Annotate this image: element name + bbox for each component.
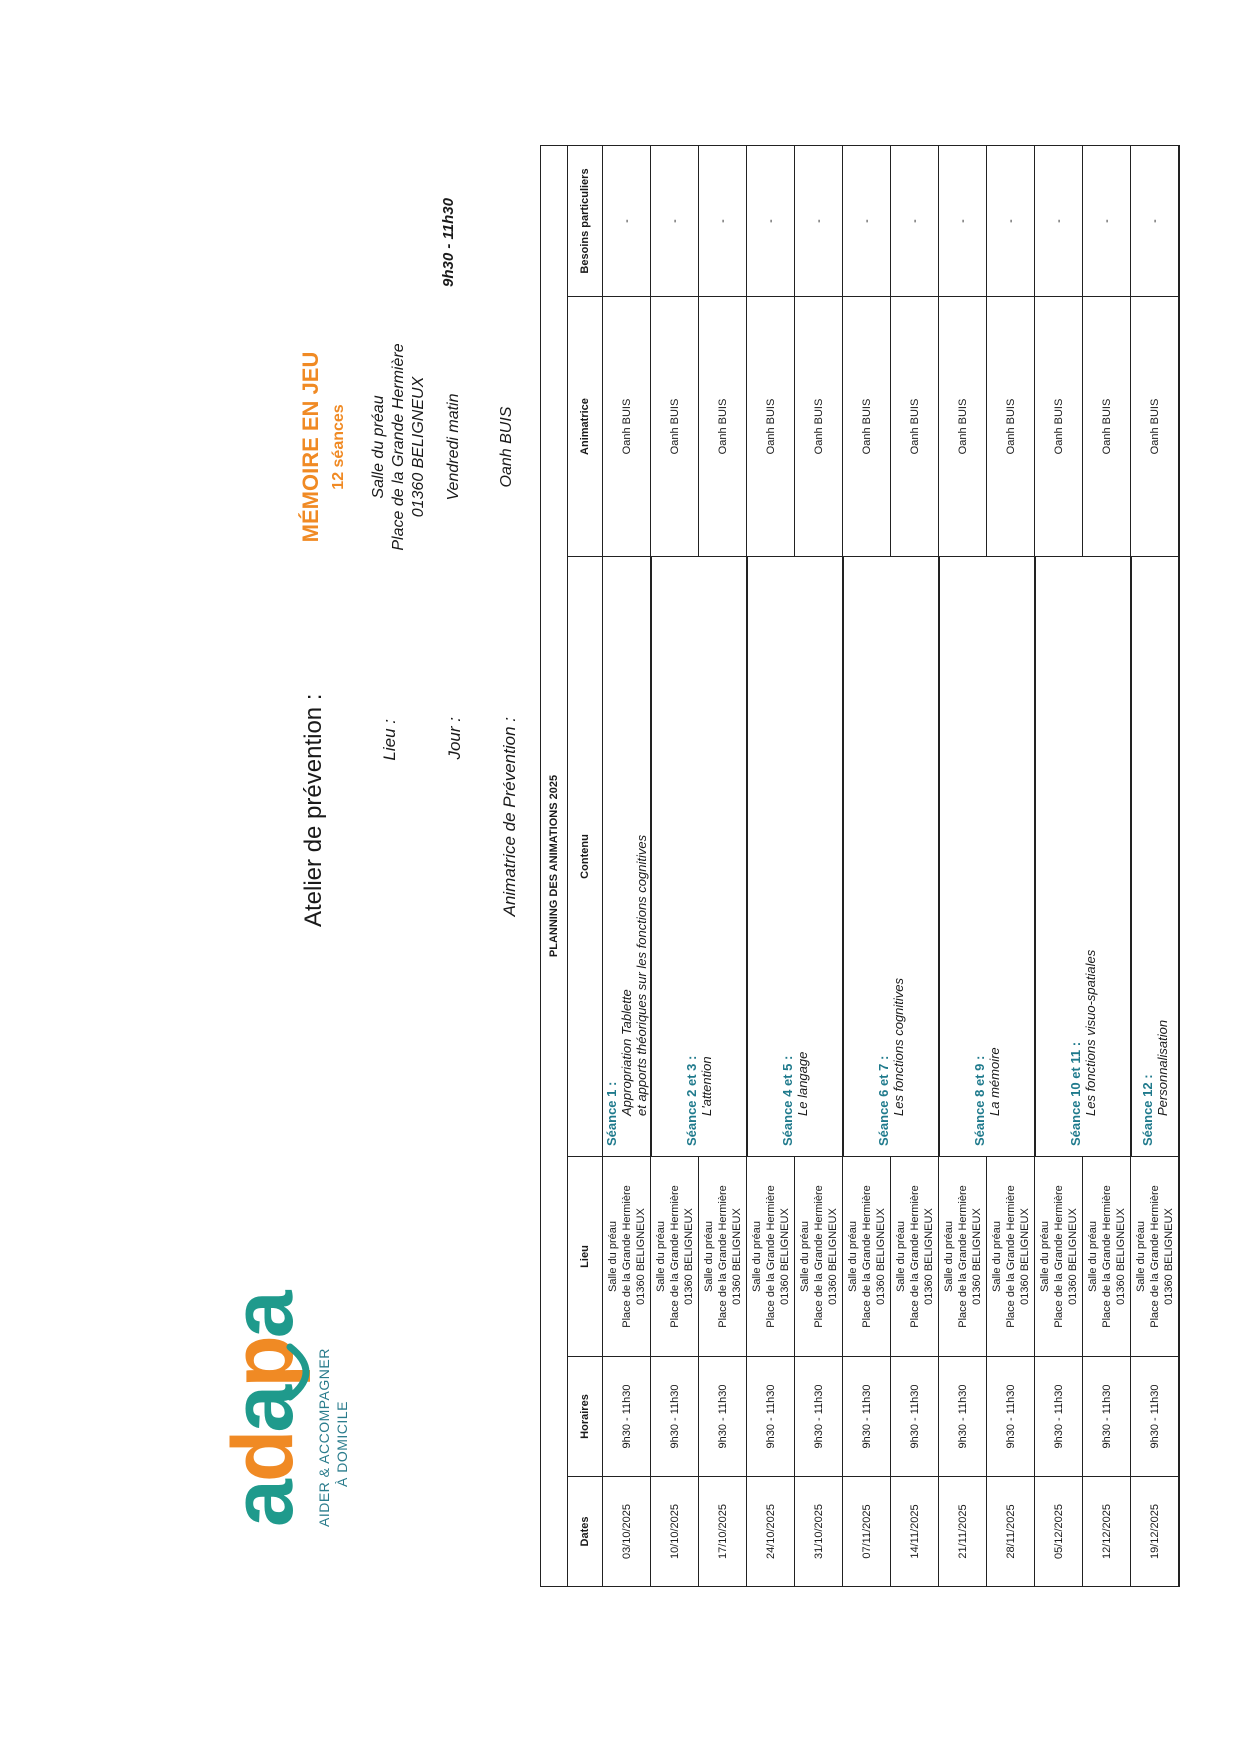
cell-lieu-line-3: 01360 BELIGNEUX (826, 1208, 839, 1305)
cell-horaire: 9h30 - 11h30 (1035, 1356, 1082, 1476)
planning-table (540, 145, 1180, 1587)
cell-horaire: 9h30 - 11h30 (651, 1356, 698, 1476)
cell-lieu-line-2: Place de la Grande Hermière (812, 1185, 825, 1328)
cell-lieu (1035, 1156, 1082, 1356)
cell-besoins: - (764, 219, 777, 223)
cell-besoins: - (620, 219, 633, 223)
cell-date: 14/11/2025 (891, 1476, 938, 1586)
cell-horaire: 9h30 - 11h30 (1083, 1356, 1130, 1476)
cell-animatrice: Oanh BUIS (747, 296, 794, 556)
cell-lieu-line-2: Place de la Grande Hermière (956, 1185, 969, 1328)
cell-lieu (603, 1156, 650, 1356)
lieu-line-3: 01360 BELIGNEUX (410, 376, 427, 518)
cell-lieu (1083, 1156, 1130, 1356)
cell-lieu-line-2: Place de la Grande Hermière (668, 1185, 681, 1328)
animatrice-label: Animatrice de Prévention : (500, 717, 519, 917)
cell-lieu-line-1: Salle du préau (846, 1221, 859, 1292)
cell-date: 07/11/2025 (843, 1476, 890, 1586)
cell-besoins: - (860, 219, 873, 223)
cell-lieu-line-1: Salle du préau (990, 1221, 1003, 1292)
table-header-row (568, 146, 603, 1586)
col-header-animatrice: Animatrice (568, 296, 602, 556)
cell-lieu (747, 1156, 794, 1356)
cell-animatrice: Oanh BUIS (603, 296, 650, 556)
logo-tagline-1: AIDER & ACCOMPAGNER (316, 1348, 332, 1527)
cell-besoins: - (1004, 219, 1017, 223)
cell-besoins: - (668, 219, 681, 223)
cell-animatrice: Oanh BUIS (1083, 296, 1130, 556)
cell-lieu (843, 1156, 890, 1356)
cell-lieu (699, 1156, 746, 1356)
cell-lieu-line-3: 01360 BELIGNEUX (634, 1208, 647, 1305)
cell-lieu-line-3: 01360 BELIGNEUX (730, 1208, 743, 1305)
cell-animatrice: Oanh BUIS (795, 296, 842, 556)
cell-animatrice: Oanh BUIS (651, 296, 698, 556)
atelier-sessions: 12 séances (330, 404, 347, 490)
cell-besoins: - (812, 219, 825, 223)
cell-animatrice: Oanh BUIS (1131, 296, 1178, 556)
cell-lieu-line-3: 01360 BELIGNEUX (682, 1208, 695, 1305)
cell-lieu-line-1: Salle du préau (654, 1221, 667, 1292)
cell-lieu-line-3: 01360 BELIGNEUX (874, 1208, 887, 1305)
cell-lieu-line-2: Place de la Grande Hermière (860, 1185, 873, 1328)
seance-line-2: et apports théoriques sur les fonctions cognitives (634, 834, 649, 1116)
jour-value: Vendredi matin (445, 393, 462, 501)
cell-besoins: - (1052, 219, 1065, 223)
col-header-besoins: Besoins particuliers (579, 168, 591, 274)
cell-horaire: 9h30 - 11h30 (699, 1356, 746, 1476)
cell-lieu-line-1: Salle du préau (894, 1221, 907, 1292)
cell-lieu-line-2: Place de la Grande Hermière (620, 1185, 633, 1328)
cell-date: 05/12/2025 (1035, 1476, 1082, 1586)
cell-animatrice: Oanh BUIS (891, 296, 938, 556)
cell-horaire: 9h30 - 11h30 (747, 1356, 794, 1476)
seance-line-1: La mémoire (987, 1047, 1002, 1116)
cell-contenu (747, 556, 842, 1156)
cell-besoins: - (908, 219, 921, 223)
col-header-lieu: Lieu (568, 1156, 602, 1356)
cell-lieu-line-1: Salle du préau (1038, 1221, 1051, 1292)
cell-animatrice: Oanh BUIS (1035, 296, 1082, 556)
cell-besoins: - (716, 219, 729, 223)
cell-besoins: - (1100, 219, 1113, 223)
seance-line-1: Les fonctions cognitives (891, 977, 906, 1116)
cell-animatrice: Oanh BUIS (987, 296, 1034, 556)
atelier-name: MÉMOIRE EN JEU (298, 351, 323, 543)
cell-horaire: 9h30 - 11h30 (795, 1356, 842, 1476)
cell-lieu-line-2: Place de la Grande Hermière (1148, 1185, 1161, 1328)
cell-lieu-line-1: Salle du préau (1086, 1221, 1099, 1292)
cell-horaire: 9h30 - 11h30 (987, 1356, 1034, 1476)
cell-date: 03/10/2025 (603, 1476, 650, 1586)
cell-lieu-line-1: Salle du préau (1134, 1221, 1147, 1292)
seance-line-1: Appropriation Tablette (619, 989, 634, 1116)
cell-animatrice: Oanh BUIS (939, 296, 986, 556)
cell-lieu-line-2: Place de la Grande Hermière (908, 1185, 921, 1328)
cell-lieu (987, 1156, 1034, 1356)
cell-date: 19/12/2025 (1131, 1476, 1178, 1586)
cell-date: 17/10/2025 (699, 1476, 746, 1586)
cell-horaire: 9h30 - 11h30 (1131, 1356, 1178, 1476)
seance-title: Séance 10 et 11 : (1068, 1041, 1083, 1146)
cell-lieu-line-1: Salle du préau (702, 1221, 715, 1292)
seance-title: Séance 12 : (1140, 1074, 1155, 1146)
cell-horaire: 9h30 - 11h30 (891, 1356, 938, 1476)
col-header-contenu: Contenu (568, 556, 602, 1156)
jour-label: Jour : (445, 717, 464, 760)
seance-title: Séance 4 et 5 : (780, 1055, 795, 1146)
cell-date: 24/10/2025 (747, 1476, 794, 1586)
cell-lieu-line-2: Place de la Grande Hermière (716, 1185, 729, 1328)
document-page (100, 57, 1175, 1617)
cell-lieu-line-3: 01360 BELIGNEUX (1114, 1208, 1127, 1305)
atelier-label: Atelier de prévention : (300, 693, 327, 927)
logo-wordmark: adapa (215, 1293, 311, 1527)
cell-lieu-line-1: Salle du préau (798, 1221, 811, 1292)
cell-besoins: - (1148, 219, 1161, 223)
cell-contenu (939, 556, 1034, 1156)
animatrice-value: Oanh BUIS (498, 406, 515, 488)
cell-lieu-line-2: Place de la Grande Hermière (1004, 1185, 1017, 1328)
cell-contenu (603, 556, 650, 1156)
seance-line-1: Le langage (795, 1051, 810, 1116)
cell-lieu (651, 1156, 698, 1356)
cell-contenu (1131, 556, 1178, 1156)
col-header-dates: Dates (568, 1476, 602, 1586)
cell-date: 10/10/2025 (651, 1476, 698, 1586)
cell-lieu-line-1: Salle du préau (750, 1221, 763, 1292)
cell-lieu (939, 1156, 986, 1356)
seance-title: Séance 1 : (604, 1081, 619, 1146)
logo-tagline-2: À DOMICILE (334, 1401, 350, 1487)
cell-lieu (795, 1156, 842, 1356)
cell-contenu (651, 556, 746, 1156)
cell-lieu-line-3: 01360 BELIGNEUX (1162, 1208, 1175, 1305)
seance-line-1: Personnalisation (1155, 1019, 1170, 1116)
seance-line-1: Les fonctions visuo-spatiales (1083, 949, 1098, 1116)
cell-animatrice: Oanh BUIS (843, 296, 890, 556)
header-info (100, 57, 519, 1617)
cell-animatrice: Oanh BUIS (699, 296, 746, 556)
cell-besoins: - (956, 219, 969, 223)
cell-horaire: 9h30 - 11h30 (939, 1356, 986, 1476)
cell-lieu-line-3: 01360 BELIGNEUX (1018, 1208, 1031, 1305)
horaire-value: 9h30 - 11h30 (440, 198, 457, 287)
cell-lieu-line-3: 01360 BELIGNEUX (922, 1208, 935, 1305)
cell-lieu-line-3: 01360 BELIGNEUX (1066, 1208, 1079, 1305)
col-header-horaires: Horaires (568, 1356, 602, 1476)
seance-title: Séance 8 et 9 : (972, 1055, 987, 1146)
cell-horaire: 9h30 - 11h30 (843, 1356, 890, 1476)
lieu-line-1: Salle du préau (370, 395, 387, 499)
cell-date: 21/11/2025 (939, 1476, 986, 1586)
cell-contenu (1035, 556, 1130, 1156)
cell-date: 31/10/2025 (795, 1476, 842, 1586)
cell-horaire: 9h30 - 11h30 (603, 1356, 650, 1476)
cell-lieu-line-2: Place de la Grande Hermière (1100, 1185, 1113, 1328)
cell-date: 28/11/2025 (987, 1476, 1034, 1586)
cell-lieu-line-1: Salle du préau (942, 1221, 955, 1292)
cell-lieu-line-2: Place de la Grande Hermière (764, 1185, 777, 1328)
lieu-label: Lieu : (380, 719, 399, 761)
cell-contenu (843, 556, 938, 1156)
cell-lieu (1131, 1156, 1178, 1356)
cell-lieu-line-1: Salle du préau (606, 1221, 619, 1292)
seance-title: Séance 6 et 7 : (876, 1055, 891, 1146)
seance-title: Séance 2 et 3 : (684, 1055, 699, 1146)
lieu-line-2: Place de la Grande Hermière (390, 343, 407, 551)
cell-lieu (891, 1156, 938, 1356)
cell-lieu-line-2: Place de la Grande Hermière (1052, 1185, 1065, 1328)
seance-line-1: L'attention (699, 1056, 714, 1116)
cell-lieu-line-3: 01360 BELIGNEUX (970, 1208, 983, 1305)
cell-lieu-line-3: 01360 BELIGNEUX (778, 1208, 791, 1305)
table-body (603, 146, 1179, 1586)
cell-date: 12/12/2025 (1083, 1476, 1130, 1586)
table-title: PLANNING DES ANIMATIONS 2025 (541, 146, 568, 1586)
